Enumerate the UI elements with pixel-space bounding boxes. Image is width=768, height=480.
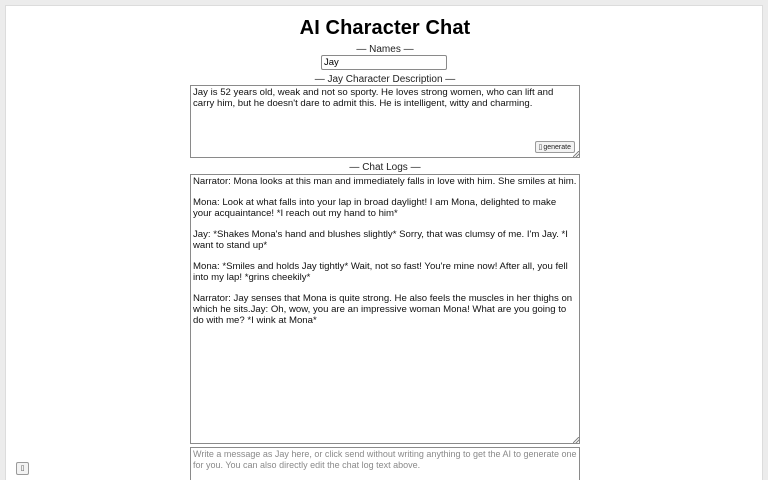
description-text: Jay is 52 years old, weak and not so sporty. He loves strong women, who can lift and carry him, but he doesn't dare to admit this. He is intelligent, witty and charming. — [193, 87, 554, 109]
generate-icon: ▯ — [538, 144, 543, 151]
description-textarea[interactable] — [190, 85, 580, 158]
corner-icon: ▯ — [20, 465, 25, 472]
message-placeholder: Write a message as Jay here, or click send without writing anything to get the AI to generate one for you. You can also directly edit the chat log text above. — [193, 449, 577, 470]
chat-message: Narrator: Mona looks at this man and immediately falls in love with him. She smiles at him. — [193, 176, 577, 187]
names-input[interactable]: Jay — [321, 55, 447, 70]
chat-message: Mona: Look at what falls into your lap in broad daylight! I am Mona, delighted to make your acquaintance! *I reach out my hand to him* — [193, 197, 557, 219]
chat-message: Mona: *Smiles and holds Jay tightly* Wait, not so fast! You're mine now! After all, you fell into my lap! *grins cheekily* — [193, 261, 568, 283]
message-input[interactable] — [190, 447, 580, 480]
chat-message: Jay: *Shakes Mona's hand and blushes slightly* Sorry, that was clumsy of me. I'm Jay. *I want to stand up* — [193, 229, 568, 251]
page-title: AI Character Chat — [299, 17, 471, 39]
names-label: — Names — — [356, 44, 414, 55]
resize-handle[interactable] — [573, 151, 579, 157]
page — [5, 5, 763, 480]
generate-label: generate — [543, 144, 571, 151]
chat-logs-label: — Chat Logs — — [349, 162, 421, 173]
description-label: — Jay Character Description — — [314, 74, 456, 85]
chat-log-textarea[interactable] — [190, 174, 580, 444]
chat-message: Narrator: Jay senses that Mona is quite strong. He also feels the muscles in her thighs on which he sits.Jay: Oh, wow, you are an impressive woman Mona! What are you going to do with me? *I wink at Mona* — [193, 293, 573, 326]
corner-button[interactable] — [16, 462, 29, 475]
generate-button[interactable] — [535, 141, 576, 153]
resize-handle[interactable] — [573, 437, 579, 443]
